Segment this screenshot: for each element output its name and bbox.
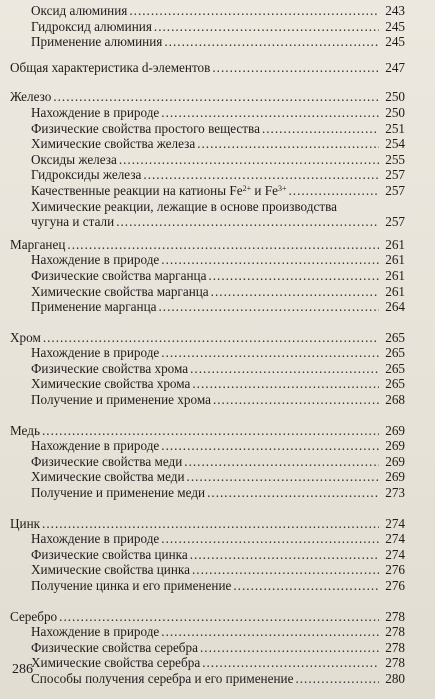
toc-entry-title: Способы получения серебра и его применение: [31, 670, 294, 686]
toc-entry-title: Нахождение в природе: [31, 438, 160, 454]
toc-entry-title: Серебро: [10, 608, 58, 624]
toc-entry-title: Железо: [10, 89, 52, 105]
toc-entry-page: 265: [385, 376, 405, 392]
toc-entry-title: Физические свойства простого вещества: [31, 120, 260, 136]
toc-entry: [0, 562, 435, 578]
toc-entry-page: 251: [385, 120, 405, 136]
toc-entry: [0, 640, 435, 656]
toc-entry-title: Получение цинка и его применение: [31, 578, 232, 593]
dot-leader: [161, 105, 379, 121]
toc-entry-page: 250: [385, 89, 405, 105]
dot-leader: [233, 578, 379, 594]
dot-leader: [53, 89, 379, 105]
toc-entry-multiline: [0, 199, 435, 230]
toc-entry-page: 276: [385, 578, 405, 593]
toc-entry-title: Химические свойства марганца: [31, 283, 209, 299]
toc-entry: [0, 167, 435, 183]
toc-entry: [0, 345, 435, 361]
toc-entry-page: 274: [385, 515, 405, 531]
toc-section-entry: [0, 89, 435, 105]
toc-entry-page: 278: [385, 608, 405, 624]
dot-leader: [164, 34, 379, 50]
dot-leader: [213, 392, 379, 408]
dot-leader: [154, 19, 379, 35]
dot-leader: [197, 136, 379, 152]
toc-entry-page: 245: [385, 18, 405, 34]
dot-leader: [42, 423, 379, 439]
toc-entry: [0, 121, 435, 137]
toc-entry-page: 264: [385, 299, 405, 315]
toc-entry-page: 278: [385, 639, 405, 655]
toc-entry-title: Физические свойства меди: [31, 453, 183, 469]
toc-entry-title: Гидроксиды железа: [31, 167, 142, 183]
dot-leader: [158, 299, 379, 315]
toc-entry-title: Цинк: [10, 515, 41, 531]
toc-entry-title: Нахождение в природе: [31, 624, 160, 640]
toc-section-entry: [0, 60, 435, 76]
dot-leader: [184, 454, 379, 470]
toc-section-entry: [0, 516, 435, 532]
toc-entry: [0, 105, 435, 121]
toc-entry-title: Оксид алюминия: [31, 3, 128, 18]
dot-leader: [161, 252, 379, 268]
toc-section-entry: [0, 237, 435, 253]
dot-leader: [192, 562, 379, 578]
dot-leader: [116, 214, 379, 230]
toc-entry-page: 273: [385, 485, 405, 501]
toc-entry: [0, 152, 435, 168]
toc-entry: [0, 655, 435, 671]
toc-entry-title: Качественные реакции на катионы $Fe^{2+}$ и $Fe^{3+}$: [31, 182, 287, 198]
dot-leader: [200, 640, 379, 656]
toc-entry-title: Химические свойства цинка: [31, 562, 190, 578]
toc-entry-title: Получение и применение хрома: [31, 392, 211, 408]
toc-entry-title: Химические свойства хрома: [31, 376, 191, 392]
toc-entry-title: Хром: [10, 329, 41, 345]
dot-leader: [288, 183, 379, 199]
toc-entry-page: 257: [385, 182, 405, 198]
toc-entry: [0, 392, 435, 408]
toc-entry-title: Общая характеристика d-элементов: [10, 59, 211, 75]
toc-entry-title: Медь: [10, 422, 40, 438]
toc-entry: [0, 284, 435, 300]
toc-entry-title: Оксиды железа: [31, 151, 117, 167]
dot-leader: [161, 531, 379, 547]
toc-entry-page: 254: [385, 136, 405, 152]
toc-entry-title-line2: чугуна и стали ..... 257: [31, 214, 405, 230]
page-number: 286: [12, 662, 33, 677]
toc-section-entry: [0, 609, 435, 625]
toc-entry: [0, 485, 435, 501]
toc-entry-title: Нахождение в природе: [31, 345, 160, 361]
toc-entry: [0, 19, 435, 35]
toc-entry-title: Физические свойства марганца: [31, 267, 207, 283]
toc-entry-page: 250: [385, 104, 405, 120]
toc-entry-page: 276: [385, 562, 405, 578]
dot-leader: [129, 3, 379, 19]
toc-entry-title: Применение алюминия: [31, 34, 163, 50]
dot-leader: [262, 121, 379, 137]
toc-entry: [0, 624, 435, 640]
toc-entry-page: 265: [385, 329, 405, 345]
toc-entry: [0, 454, 435, 470]
toc-entry-page: 243: [385, 3, 405, 18]
toc-entry-page: 280: [385, 670, 405, 686]
dot-leader: [187, 469, 379, 485]
toc-entry: [0, 361, 435, 377]
toc-entry-title-line1: Химические реакции, лежащие в основе производства: [31, 198, 338, 214]
toc-entry-title: Химические свойства железа: [31, 136, 196, 152]
toc-entry-page: 255: [385, 151, 405, 167]
toc-entry-page: 274: [385, 531, 405, 547]
toc-entry-title: Применение марганца: [31, 299, 157, 315]
toc-entry: [0, 671, 435, 687]
toc-entry-page: 265: [385, 345, 405, 361]
toc-entry-title: Химические свойства меди: [31, 469, 185, 485]
dot-leader: [161, 624, 379, 640]
toc-entry-page: 261: [385, 236, 405, 252]
toc-entry-title: Нахождение в природе: [31, 252, 160, 268]
toc-entry-page: 278: [385, 655, 405, 671]
toc-entry-title: Физические свойства цинка: [31, 546, 188, 562]
dot-leader: [212, 60, 379, 76]
toc-entry-title: Нахождение в природе: [31, 531, 160, 547]
toc-entry-page: 269: [385, 453, 405, 469]
toc-entry-page: 257: [385, 167, 405, 183]
toc-entry: [0, 299, 435, 315]
dot-leader: [202, 655, 379, 671]
toc-entry: [0, 469, 435, 485]
toc-entry-page: 268: [385, 392, 405, 408]
toc-entry-page: 278: [385, 624, 405, 640]
dot-leader: [42, 516, 379, 532]
dot-leader: [59, 609, 379, 625]
table-of-contents: [0, 3, 435, 687]
toc-entry-page: 257: [385, 214, 405, 230]
toc-entry: [0, 34, 435, 50]
toc-entry-title: Гидроксид алюминия: [31, 18, 152, 34]
toc-entry: [0, 547, 435, 563]
toc-entry-title: Физические свойства серебра: [31, 639, 198, 655]
toc-entry-page: 261: [385, 252, 405, 268]
toc-entry: [0, 136, 435, 152]
toc-entry-page: 274: [385, 546, 405, 562]
toc-entry: [0, 438, 435, 454]
toc-entry: [0, 376, 435, 392]
toc-section-entry: [0, 330, 435, 346]
toc-entry-page: 265: [385, 360, 405, 376]
toc-entry: [0, 183, 435, 199]
dot-leader: [211, 284, 379, 300]
dot-leader: [67, 237, 379, 253]
dot-leader: [143, 167, 379, 183]
toc-entry: [0, 268, 435, 284]
dot-leader: [207, 485, 379, 501]
toc-entry: [0, 578, 435, 594]
dot-leader: [190, 547, 379, 563]
dot-leader: [192, 376, 379, 392]
toc-entry-title: Получение и применение меди: [31, 485, 206, 501]
toc-entry: [0, 3, 435, 19]
dot-leader: [161, 345, 379, 361]
toc-entry-title: Марганец: [10, 236, 66, 252]
dot-leader: [161, 438, 379, 454]
dot-leader: [119, 152, 379, 168]
toc-entry: [0, 252, 435, 268]
toc-entry-title: Химические свойства серебра: [31, 655, 201, 671]
toc-entry-title: Физические свойства хрома: [31, 360, 189, 376]
toc-entry-page: 269: [385, 469, 405, 485]
toc-entry-page: 247: [385, 59, 405, 75]
toc-entry-page: 261: [385, 267, 405, 283]
toc-entry-page: 245: [385, 34, 405, 50]
toc-entry-page: 269: [385, 438, 405, 454]
toc-section-entry: [0, 423, 435, 439]
dot-leader: [43, 330, 379, 346]
toc-entry-title: Нахождение в природе: [31, 104, 160, 120]
toc-entry: [0, 531, 435, 547]
dot-leader: [190, 361, 379, 377]
dot-leader: [295, 671, 379, 687]
toc-entry-page: 261: [385, 283, 405, 299]
toc-entry-page: 269: [385, 422, 405, 438]
dot-leader: [208, 268, 379, 284]
